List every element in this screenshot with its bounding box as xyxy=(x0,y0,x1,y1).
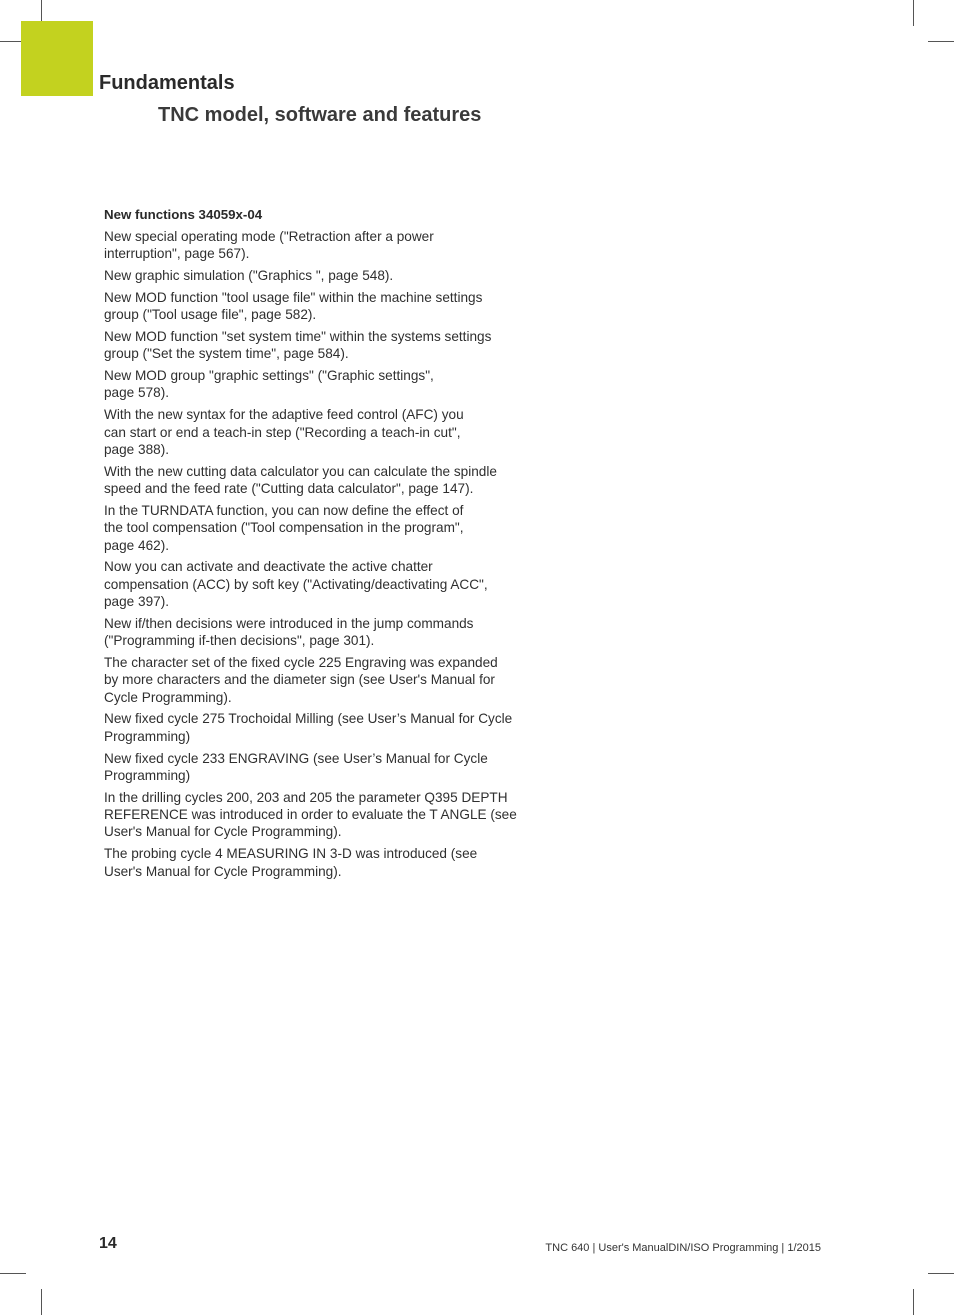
paragraph: With the new cutting data calculator you can calculate the spindle speed and the feed rate ("Cutting data calculator", page 147). xyxy=(104,463,497,497)
paragraph: New if/then decisions were introduced in the jump commands ("Programming if-then decisions", page 301). xyxy=(104,615,474,649)
content-heading: New functions 34059x-04 xyxy=(104,207,263,222)
crop-mark-bottom-left-horizontal xyxy=(0,1273,26,1274)
crop-mark-bottom-right-horizontal xyxy=(928,1273,954,1274)
page-number: 14 xyxy=(99,1235,117,1252)
crop-mark-bottom-right-vertical xyxy=(913,1289,914,1315)
paragraph: With the new syntax for the adaptive feed control (AFC) you can start or end a teach-in step ("Recording a teach-in cut", page 388). xyxy=(104,407,464,457)
paragraph: New fixed cycle 233 ENGRAVING (see User’s Manual for Cycle Programming) xyxy=(104,750,488,783)
paragraph: The character set of the fixed cycle 225 Engraving was expanded by more characters and the diameter sign (see User's Manual for Cycle Programming). xyxy=(104,654,498,705)
chapter-accent-block xyxy=(21,21,93,96)
chapter-title: Fundamentals xyxy=(99,72,235,94)
crop-mark-top-right-horizontal xyxy=(928,41,954,42)
crop-mark-bottom-left-vertical xyxy=(41,1289,42,1315)
footer-doc-info: TNC 640 | User's ManualDIN/ISO Programming | 1/2015 xyxy=(545,1242,821,1254)
paragraph: New MOD group "graphic settings" ("Graphic settings", page 578). xyxy=(104,368,434,401)
paragraph: In the drilling cycles 200, 203 and 205 the parameter Q395 DEPTH REFERENCE was introduced in order to evaluate the T ANGLE (see User's Manual for Cycle Programming). xyxy=(104,789,517,840)
paragraph: New MOD function "tool usage file" within the machine settings group ("Tool usage file", page 582). xyxy=(104,289,483,323)
paragraph: New fixed cycle 275 Trochoidal Milling (see User’s Manual for Cycle Programming) xyxy=(104,711,513,744)
crop-mark-top-right-vertical xyxy=(913,0,914,26)
paragraph: New special operating mode ("Retraction after a power interruption", page 567). xyxy=(104,229,434,262)
main-content xyxy=(104,206,546,884)
section-title: TNC model, software and features xyxy=(158,104,482,126)
paragraph: In the TURNDATA function, you can now define the effect of the tool compensation ("Tool compensation in the program", page 462). xyxy=(104,502,464,553)
paragraph: New graphic simulation ("Graphics ", page 548). xyxy=(104,268,394,284)
paragraph: New MOD function "set system time" within the systems settings group ("Set the system time", page 584). xyxy=(104,328,492,362)
paragraph: The probing cycle 4 MEASURING IN 3-D was introduced (see User's Manual for Cycle Programming). xyxy=(104,846,478,879)
paragraph: Now you can activate and deactivate the active chatter compensation (ACC) by soft key ("Activating/deactivating ACC", page 397). xyxy=(104,559,488,610)
